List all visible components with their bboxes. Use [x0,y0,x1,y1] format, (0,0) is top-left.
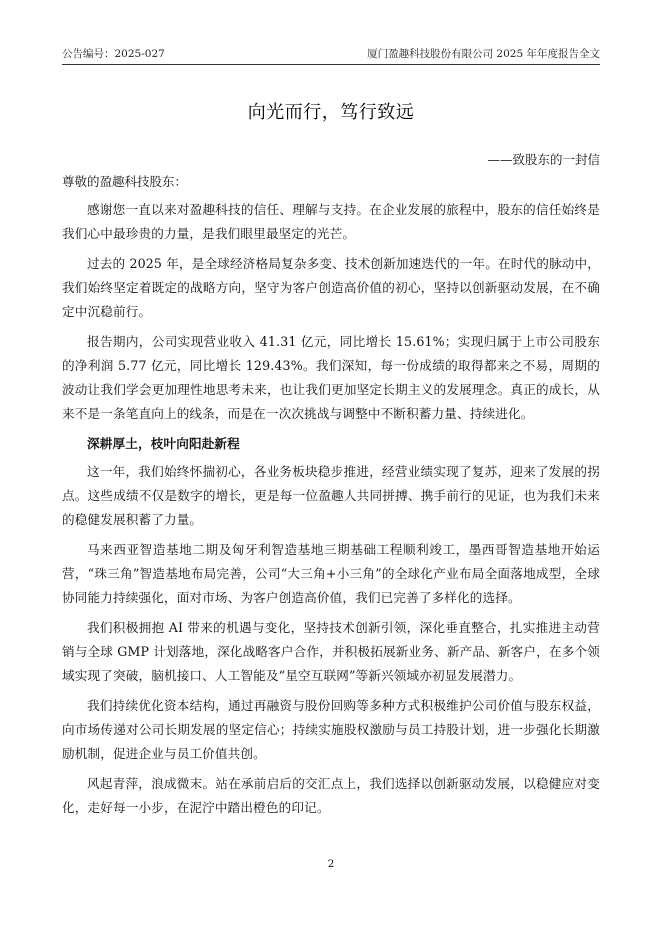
paragraph: 感谢您一直以来对盈趣科技的信任、理解与支持。在企业发展的旅程中，股东的信任始终是我们心中最珍贵的力量，是我们眼里最坚定的光芒。 [62,202,600,241]
letter-salutation: 尊敬的盈趣科技股东： [62,174,188,189]
section-heading: 深耕厚土，枝叶向阳赴新程 [87,436,240,451]
letter-body [62,198,600,826]
letter-signoff: ——致股东的一封信 [487,152,600,167]
paragraph: 风起青萍，浪成微末。站在承前启后的交汇点上，我们选择以创新驱动发展，以稳健应对变化，走好每一小步，在泥泞中踏出橙色的印记。 [62,776,600,815]
paragraph: 我们持续优化资本结构，通过再融资与股份回购等多种方式积极维护公司价值与股东权益，向市场传递对公司长期发展的坚定信心；持续实施股权激励与员工持股计划，进一步强化长期激励机制，促进企业与员工价值共创。 [62,698,600,761]
page-number: 2 [327,858,335,870]
paragraph: 过去的 2025 年，是全球经济格局复杂多变、技术创新加速迭代的一年。在时代的脉动中，我们始终坚定着既定的战略方向，坚守为客户创造高价值的初心，坚持以创新驱动发展，在不确定中沉稳前行。 [62,256,600,319]
announcement-number: 公告编号：2025-027 [62,48,165,60]
paragraph: 这一年，我们始终怀揣初心，各业务板块稳步推进，经营业绩实现了复苏，迎来了发展的拐点。这些成绩不仅是数字的增长，更是每一位盈趣人共同拼搏、携手前行的见证，也为我们未来的稳健发展积蓄了力量。 [62,464,600,527]
paragraph: 我们积极拥抱 AI 带来的机遇与变化，坚持技术创新引领，深化垂直整合，扎实推进主动营销与全球 GMP 计划落地，深化战略客户合作，并积极拓展新业务、新产品、新客户，在多个领域实现了突破，脑机接口、人工智能及“星空互联网”等新兴领域亦初显发展潜力。 [62,620,600,683]
letter-title: 向光而行，笃行致远 [247,102,415,123]
page-header [62,44,600,65]
paragraph: 马来西亚智造基地二期及匈牙利智造基地三期基础工程顺利竣工，墨西哥智造基地开始运营，“珠三角”智造基地布局完善，公司“大三角+小三角”的全球化产业布局全面落地成型，全球协同能力持续强化，面对市场、为客户创造高价值，我们已完善了多样化的选择。 [62,542,600,605]
report-title: 厦门盈趣科技股份有限公司 2025 年年度报告全文 [367,48,600,60]
paragraph: 报告期内，公司实现营业收入 41.31 亿元，同比增长 15.61%；实现归属于上市公司股东的净利润 5.77 亿元，同比增长 129.43%。我们深知，每一份成绩的取得都来之不易，周期的波动让我们学会更加理性地思考未来，也让我们更加坚定长期主义的发展理念。真正的成长，从来不是一条笔直向上的线条，而是在一次次挑战与调整中不断积蓄力量、持续进化。 [62,334,600,421]
